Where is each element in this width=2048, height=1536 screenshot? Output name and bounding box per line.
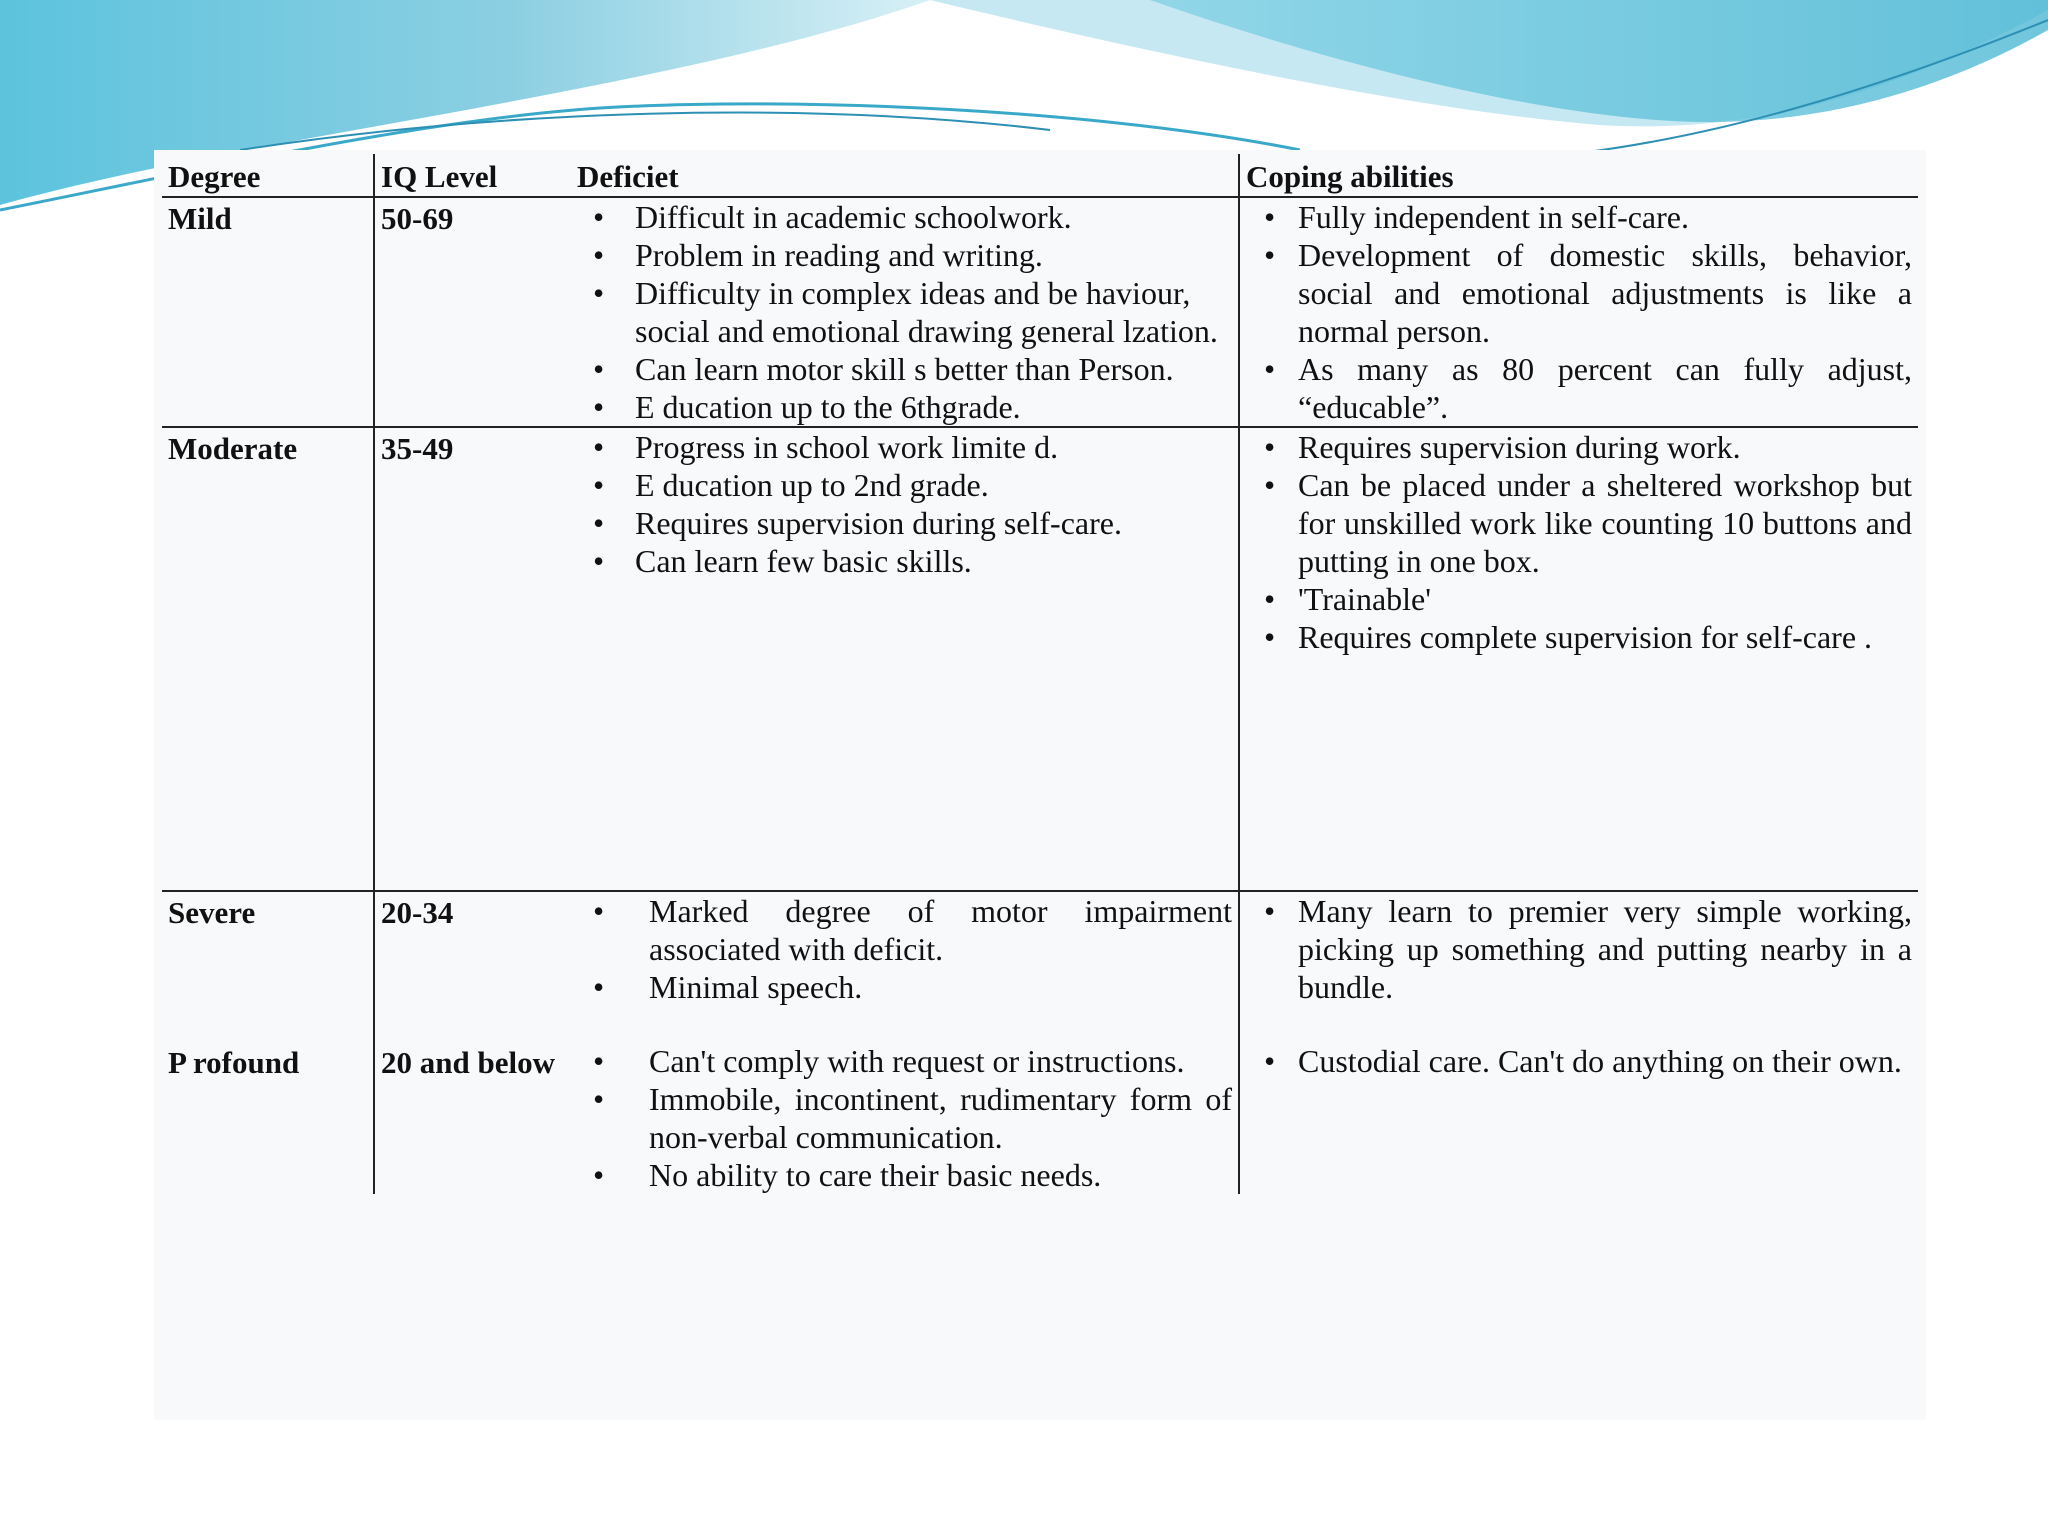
list-item: • E ducation up to the 6thgrade. xyxy=(593,389,1021,425)
document-page xyxy=(154,150,1926,1420)
table-row-profound xyxy=(162,1042,1918,1194)
table-row-mild xyxy=(162,197,1918,427)
degree-cell: Moderate xyxy=(162,427,374,891)
table-row-severe xyxy=(162,891,1918,1042)
list-item: • Progress in school work limite d. xyxy=(593,429,1059,465)
header-degree: Degree xyxy=(162,154,374,197)
list-item: • Can learn few basic skills. xyxy=(593,543,972,579)
table-header-row xyxy=(162,154,1918,197)
degree-cell: Mild xyxy=(162,197,374,427)
list-item: • Can learn motor skill s better than Person. xyxy=(593,351,1174,387)
list-item: • 'Trainable' xyxy=(1264,581,1431,617)
list-item: • Custodial care. Can't do anything on their own. xyxy=(1264,1043,1902,1079)
coping-cell xyxy=(1239,427,1918,891)
list-item: • Fully independent in self-care. xyxy=(1264,199,1689,235)
list-item: • Problem in reading and writing. xyxy=(593,237,1043,273)
header-deficit: Deficiet xyxy=(571,154,1239,197)
coping-cell xyxy=(1239,197,1918,427)
coping-cell xyxy=(1239,891,1918,1042)
header-coping-abilities: Coping abilities xyxy=(1239,154,1918,197)
deficit-cell xyxy=(571,197,1239,427)
iq-cell: 20 and below xyxy=(381,1045,555,1080)
list-item: • Can't comply with request or instructions. xyxy=(593,1043,1185,1079)
list-item: • Can be placed under a sheltered workshop but for unskilled work like counting 10 buttons and putting in one box. xyxy=(1264,467,1912,579)
iq-cell: 20-34 xyxy=(381,895,454,930)
list-item: • Minimal speech. xyxy=(593,969,863,1005)
degree-cell: Severe xyxy=(162,891,374,1042)
deficit-cell xyxy=(571,1042,1239,1194)
deficit-cell xyxy=(571,891,1239,1042)
retardation-degree-table xyxy=(162,154,1918,1194)
list-item: • Immobile, incontinent, rudimentary form of non-verbal communication. xyxy=(593,1081,1232,1155)
list-item: • Development of domestic skills, behavior, social and emotional adjustments is like a normal person. xyxy=(1264,237,1912,349)
list-item: • Marked degree of motor impairment associated with deficit. xyxy=(593,893,1232,967)
list-item: • Difficult in academic schoolwork. xyxy=(593,199,1072,235)
list-item: • Requires supervision during self-care. xyxy=(593,505,1122,541)
header-iq-level: IQ Level xyxy=(374,154,571,197)
iq-cell: 35-49 xyxy=(374,427,571,891)
list-item: • Many learn to premier very simple working, picking up something and putting nearby in a bundle. xyxy=(1264,893,1912,1005)
list-item: • Requires supervision during work. xyxy=(1264,429,1741,465)
iq-cell: 50-69 xyxy=(374,197,571,427)
table-row-moderate xyxy=(162,427,1918,891)
list-item: • Difficulty in complex ideas and be haviour, social and emotional drawing general lzation. xyxy=(593,275,1218,349)
degree-cell: P rofound xyxy=(162,1042,374,1194)
list-item: • E ducation up to 2nd grade. xyxy=(593,467,989,503)
list-item: • Requires complete supervision for self-care . xyxy=(1264,619,1873,655)
deficit-cell xyxy=(571,427,1239,891)
list-item: • No ability to care their basic needs. xyxy=(593,1157,1102,1193)
list-item: • As many as 80 percent can fully adjust, “educable”. xyxy=(1264,351,1912,425)
coping-cell xyxy=(1239,1042,1918,1194)
